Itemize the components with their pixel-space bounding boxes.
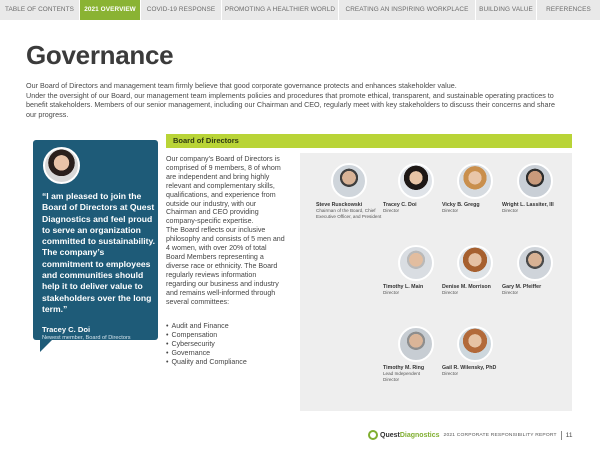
board-members-panel: [300, 153, 572, 411]
member-name: Timothy L. Main: [383, 284, 424, 290]
member-photo: [398, 163, 434, 199]
quote-text: “I am pleased to join the Board of Directors at Quest Diagnostics and feel proud to serve an organization committed to sustainability. The company’s commitment to employees and communities should help it to deliver value to stakeholders over the long term.”: [42, 191, 156, 314]
tab-promoting-a-healthier-world[interactable]: PROMOTING A HEALTHIER WORLD: [222, 0, 339, 20]
list-item: • Quality and Compliance: [166, 358, 286, 367]
member-name: Vicky B. Gregg: [442, 202, 480, 208]
member-name: Wright L. Lassiter, III: [502, 202, 554, 208]
report-title: 2021 CORPORATE RESPONSIBILITY REPORT: [443, 432, 557, 438]
quest-logo-icon: [368, 430, 378, 440]
member-photo: [457, 326, 493, 362]
page-number: 11: [565, 431, 573, 439]
member-role: Director: [502, 208, 519, 213]
member-photo: [457, 163, 493, 199]
quote-author-name: Tracey C. Doi: [42, 325, 91, 334]
member-role: Lead Independent Director: [383, 371, 421, 382]
member-role: Director: [442, 371, 459, 376]
member-name: Tracey C. Doi: [383, 202, 417, 208]
member-role: Director: [383, 290, 400, 295]
tab-creating-an-inspiring-workplace[interactable]: CREATING AN INSPIRING WORKPLACE: [339, 0, 476, 20]
board-member-wilensky: [442, 326, 512, 377]
member-role: Director: [442, 208, 459, 213]
board-member-rusckowski: [316, 163, 386, 219]
board-member-pfeiffer: [502, 245, 572, 296]
brand-logo-main: Quest: [380, 431, 400, 439]
page-title: Governance: [26, 40, 174, 70]
member-role: Director: [383, 208, 400, 213]
member-photo: [457, 245, 493, 281]
member-role: Chairman of the Board, Chief Executive Officer, and President: [316, 208, 382, 219]
member-photo: [517, 163, 553, 199]
intro-paragraph-1: Our Board of Directors and management team firmly believe that good corporate governance protects and enhances stakeholder value.: [26, 81, 457, 90]
board-paragraph-2: The Board reflects our inclusive philosophy and consists of 5 men and 4 women, with over 20% of total Board Members representing a diverse race or ethnicity. The Board regularly reviews information regarding our business and industry and remains well-informed through several committees:: [166, 226, 285, 306]
intro-text: [26, 81, 556, 119]
brand-logo-accent: Diagnostics: [399, 431, 440, 439]
list-item: • Compensation: [166, 331, 286, 340]
member-name: Steve Rusckowski: [316, 202, 363, 208]
list-item: • Governance: [166, 349, 286, 358]
avatar: [43, 147, 80, 184]
list-item: • Cybersecurity: [166, 340, 286, 349]
tab-table-of-contents[interactable]: TABLE OF CONTENTS: [0, 0, 80, 20]
member-name: Gary M. Pfeiffer: [502, 284, 542, 290]
brand-logo-text: [380, 432, 440, 439]
committee-list: [166, 322, 286, 367]
board-member-lassiter: [502, 163, 572, 214]
member-name: Denise M. Morrison: [442, 284, 491, 290]
tab-covid-19-response[interactable]: COVID-19 RESPONSE: [141, 0, 222, 20]
member-name: Gail R. Wilensky, PhD: [442, 365, 497, 371]
section-header-board-of-directors: Board of Directors: [166, 134, 572, 148]
member-role: Director: [442, 290, 459, 295]
member-photo: [331, 163, 367, 199]
member-role: Director: [502, 290, 519, 295]
top-navigation: [0, 0, 600, 20]
footer-divider: [561, 431, 562, 440]
page-footer: [368, 429, 572, 441]
member-photo: [398, 326, 434, 362]
board-description: [166, 155, 286, 306]
board-paragraph-1: Our company’s Board of Directors is comprised of 9 members, 8 of whom are independent and bring highly relevant and complementary skills, qualifications, and experience from outside our industry, with our Chairman and CEO providing company-specific expertise.: [166, 155, 281, 226]
list-item: • Audit and Finance: [166, 322, 286, 331]
tab-references[interactable]: REFERENCES: [546, 6, 591, 13]
intro-paragraph-2: Under the oversight of our Board, our management team implements policies and procedures that promote ethical, transparent, and sustainable operating practices to benefit stakeholders. Members of our senior management, including our Chairman and CEO, regularly meet with key stakeholders to discuss their concerns and share our progress.: [26, 90, 555, 119]
tab-2021-overview[interactable]: 2021 OVERVIEW: [80, 0, 141, 20]
member-photo: [517, 245, 553, 281]
quote-author-role: Newest member, Board of Directors: [42, 335, 131, 341]
member-name: Timothy M. Ring: [383, 365, 425, 371]
tab-building-value[interactable]: BUILDING VALUE: [476, 0, 537, 20]
member-photo: [398, 245, 434, 281]
